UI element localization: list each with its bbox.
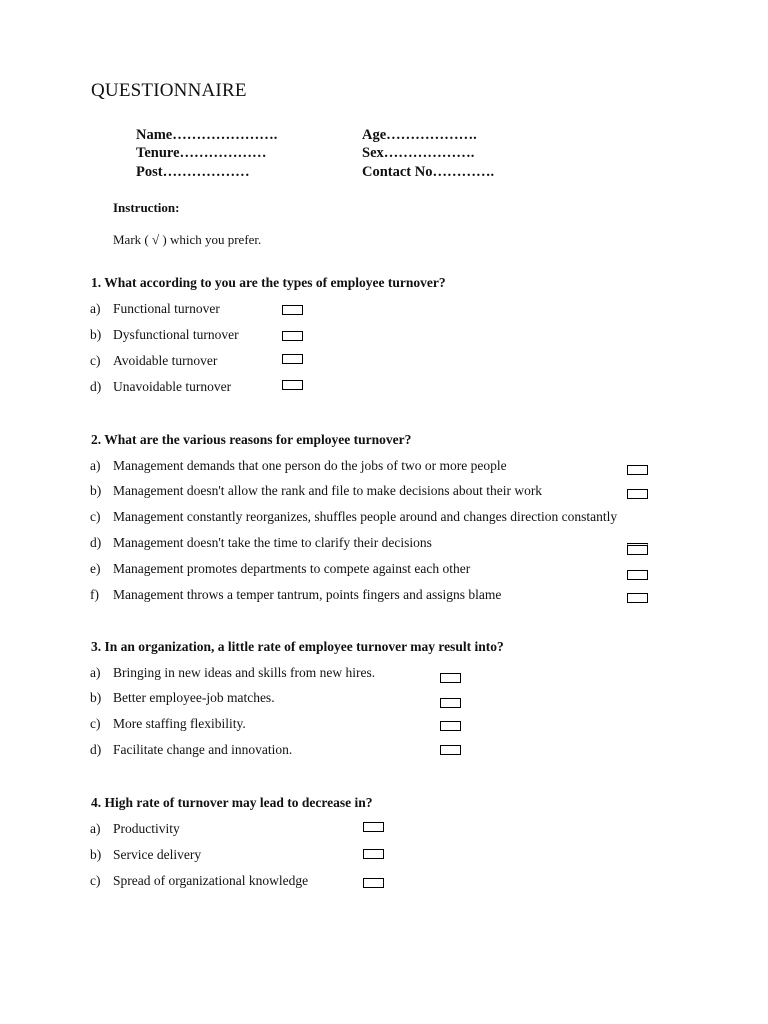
option-letter: b) <box>90 483 102 498</box>
question-4: 4. High rate of turnover may lead to decrease in? <box>91 795 373 810</box>
q2-option-f-checkbox[interactable] <box>627 593 648 603</box>
option-letter: e) <box>90 561 101 576</box>
contact-field: Contact No…………. <box>362 164 495 180</box>
sex-field: Sex………………. <box>362 145 475 161</box>
q1-option-d-checkbox[interactable] <box>282 380 303 390</box>
question-2: 2. What are the various reasons for employee turnover? <box>91 432 412 447</box>
option-letter: c) <box>90 716 101 731</box>
option-letter: a) <box>90 458 101 473</box>
q4-option-c-checkbox[interactable] <box>363 878 384 888</box>
option-text: Productivity <box>113 821 180 836</box>
option-text: Service delivery <box>113 847 202 862</box>
q1-option-a-checkbox[interactable] <box>282 305 303 315</box>
q4-option-a-checkbox[interactable] <box>363 822 384 832</box>
option-text: Bringing in new ideas and skills from new hires. <box>113 665 376 680</box>
q3-option-b-checkbox[interactable] <box>440 698 461 708</box>
option-text: Management promotes departments to compete against each other <box>113 561 471 576</box>
option-text: Avoidable turnover <box>113 353 218 368</box>
option-letter: b) <box>90 327 102 342</box>
option-text: Unavoidable turnover <box>113 379 232 394</box>
option-text: Management throws a temper tantrum, points fingers and assigns blame <box>113 587 502 602</box>
option-letter: c) <box>90 353 101 368</box>
q3-option-d-checkbox[interactable] <box>440 745 461 755</box>
option-letter: d) <box>90 379 102 394</box>
name-field: Name…………………. <box>136 127 278 143</box>
option-text: Dysfunctional turnover <box>113 327 239 342</box>
option-letter: d) <box>90 742 102 757</box>
option-text: Better employee-job matches. <box>113 690 275 705</box>
post-field: Post……………… <box>136 164 250 180</box>
option-letter: b) <box>90 690 102 705</box>
option-text: Management constantly reorganizes, shuffles people around and changes direction constantly <box>113 509 618 524</box>
q2-option-d-checkbox[interactable] <box>627 543 648 555</box>
option-letter: f) <box>90 587 99 602</box>
option-letter: c) <box>90 873 101 888</box>
option-text: Facilitate change and innovation. <box>113 742 293 757</box>
q1-option-c-checkbox[interactable] <box>282 354 303 364</box>
q3-option-c-checkbox[interactable] <box>440 721 461 731</box>
instruction-label: Instruction: <box>113 200 180 215</box>
option-letter: d) <box>90 535 102 550</box>
q3-option-a-checkbox[interactable] <box>440 673 461 683</box>
q2-option-b-checkbox[interactable] <box>627 489 648 499</box>
tenure-field: Tenure……………… <box>136 145 267 161</box>
option-letter: a) <box>90 301 101 316</box>
option-text: Management doesn't take the time to clarify their decisions <box>113 535 432 550</box>
option-letter: a) <box>90 665 101 680</box>
question-3: 3. In an organization, a little rate of employee turnover may result into? <box>91 639 504 654</box>
option-text: Management doesn't allow the rank and file to make decisions about their work <box>113 483 543 498</box>
q2-option-e-checkbox[interactable] <box>627 570 648 580</box>
option-text: Functional turnover <box>113 301 220 316</box>
instruction-text: Mark ( √ ) which you prefer. <box>113 232 262 247</box>
option-letter: a) <box>90 821 101 836</box>
q4-option-b-checkbox[interactable] <box>363 849 384 859</box>
age-field: Age………………. <box>362 127 477 143</box>
option-text: Management demands that one person do the jobs of two or more people <box>113 458 507 473</box>
question-1: 1. What according to you are the types of employee turnover? <box>91 275 446 290</box>
option-text: Spread of organizational knowledge <box>113 873 309 888</box>
option-letter: c) <box>90 509 101 524</box>
option-text: More staffing flexibility. <box>113 716 246 731</box>
option-letter: b) <box>90 847 102 862</box>
q1-option-b-checkbox[interactable] <box>282 331 303 341</box>
page-title: QUESTIONNAIRE <box>91 80 247 101</box>
q2-option-a-checkbox[interactable] <box>627 465 648 475</box>
